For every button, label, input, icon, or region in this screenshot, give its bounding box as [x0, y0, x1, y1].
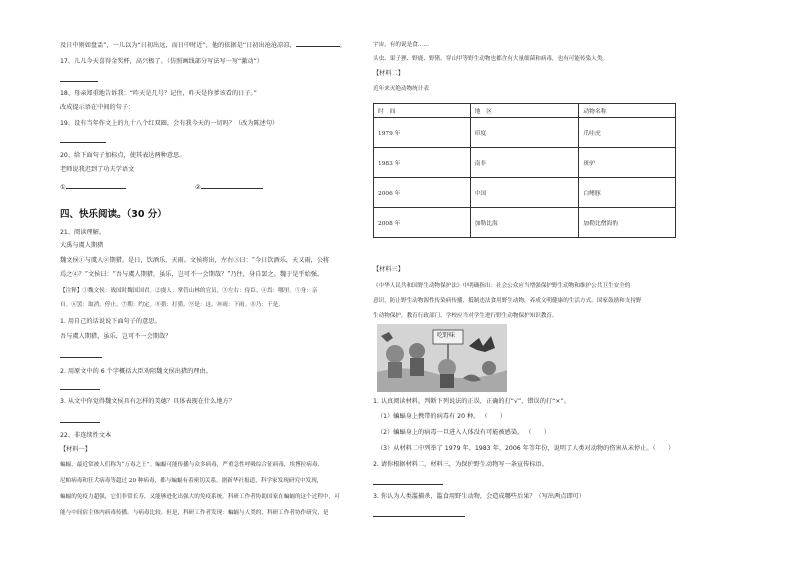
- table-header-animal: 动物名称: [579, 104, 676, 118]
- table-cell: 1979 年: [374, 118, 471, 148]
- cartoon-sign-text: 吃野味: [437, 332, 456, 339]
- sub-question-3: 3. 从文中你觉得魏文侯具有怎样的美德？具体表现在什么地方？: [60, 398, 235, 405]
- passage-title: 大禹与虞人期猎: [60, 242, 104, 249]
- q22-statement-3: [377, 445, 674, 453]
- q16-answer-blank[interactable]: [296, 40, 340, 47]
- table-cell: 白鳍豚: [579, 178, 676, 208]
- table-row: [374, 148, 676, 178]
- statement-3-answer[interactable]: （ ）: [652, 445, 675, 452]
- material-1-continued-2: 头虫、果子狸、野鹿、野猪、穿山甲等野生动物也都含有大量细菌和病毒，也有可能传染人类。: [373, 56, 608, 62]
- material-1-continued-1: 宇宙，有的说是食……: [373, 42, 429, 48]
- q22-statement-2: [377, 429, 550, 437]
- table-cell: 加勒比海: [470, 208, 579, 238]
- material-1-line-3: 蝙蝠的免疫力超强，它们非常长寿，又能够进化出强大的免疫系统。科研工作者协助国家在蝙蝠的这个过程中，可: [60, 494, 340, 500]
- sub-2-answer-line[interactable]: [60, 389, 100, 390]
- material-3-label: 【材料三】: [373, 266, 404, 273]
- material-2-label: 【材料二】: [373, 70, 404, 77]
- notes-line-2: 自。⑥罢：取消，停止。⑦期：约定。⑧猎：打猎。⑨是：这。⑩雨：下雨。⑪乃：于是。: [60, 302, 284, 308]
- material-1-line-1: 蝙蝠，最近常被人们称为“万毒之王”。蝙蝠可能传播与众多病毒，严重急性呼吸综合征病毒，埃博拉病毒、: [60, 462, 324, 468]
- table-row: [374, 178, 676, 208]
- material-1-line-2: 尼帕病毒和狂犬病毒等超过 20 种病毒，都与蝙蝠有着密切关系。据新华社报道，科学家发现研究中发现，: [60, 478, 323, 484]
- q22-statement-1: [377, 413, 506, 421]
- q20-sentence: 老师说我迟到了功夫学语文: [60, 166, 135, 173]
- material-1-line-4: 能与中间宿主体内病毒传播。与病毒比较。但是，科研工作者发现：蝙蝠与人类的，科研工作者协作研究，是: [60, 510, 329, 516]
- passage-line-1: 魏文侯①与虞人②期猎。是日，饮酒乐，天雨。文侯将出，左右③曰：“今日饮酒乐，天又雨，公将: [60, 257, 330, 264]
- consequence-answer-line[interactable]: [373, 516, 465, 517]
- table-cell: 斑驴: [579, 148, 676, 178]
- material-3-line-3: 生动物保护，教育行政部门、学校应当对学生进行野生动物保护知识教育。: [373, 313, 558, 319]
- sub-3-answer-line[interactable]: [60, 422, 100, 423]
- cartoon-illustration: [377, 324, 507, 392]
- q20-option-1-blank[interactable]: [66, 182, 126, 189]
- table-cell: 中国: [470, 178, 579, 208]
- q19-answer-line[interactable]: [60, 142, 106, 143]
- table-cell: 2006 年: [374, 178, 471, 208]
- q21-prompt: 21、阅读理解。: [60, 229, 105, 236]
- table-row: [374, 118, 676, 148]
- statement-2-answer[interactable]: （ ）: [525, 429, 550, 436]
- sub-question-2: 2. 用原文中的 6 个字概括大臣劝阻魏文侯出猎的理由。: [60, 368, 212, 375]
- material-3-line-2: 意识，防止野生动物源性传染病传播，抵制违法食用野生动物，养成文明健康的生活方式。国家鼓励和支持野: [373, 298, 642, 304]
- material-1-label: 【材料一】: [60, 446, 91, 453]
- statement-3-text: （3）从材料二中列举了 1979 年、1983 年、2006 年等年份，说明了人类对动物的伤害从未停止。: [377, 445, 653, 452]
- q18-instruction: 改成提示语在中间的句子：: [60, 104, 135, 111]
- q22-sub-1: 1. 认真阅读材料，判断下列说法的正误，正确的打“√”，错误的打“×”。: [373, 398, 570, 405]
- q22-prompt: 22、非连续性文本: [60, 432, 112, 439]
- q22-sub-2: 2. 请你根据材料二，材料三，为保护野生动物写一条宣传标语。: [373, 461, 548, 468]
- q17-answer-line[interactable]: [60, 81, 98, 82]
- statement-1-text: （1）蝙蝠身上携带的病毒有 20 种。: [377, 413, 480, 420]
- statement-2-text: （2）蝙蝠身上的病毒一旦进入人体没有可能被感染。: [377, 429, 524, 436]
- table-cell: 2008 年: [374, 208, 471, 238]
- q17-prompt: 17、儿儿今天喜得金奖杯，高兴极了。（仿照画线部分写法写一写“激动”）: [60, 58, 263, 65]
- q19-prompt: 19、设有当年作文上的九十八个红双圈，会有我今天的一切吗？（改为陈述句）: [60, 120, 279, 127]
- q20-option-1: [60, 182, 126, 192]
- notes-line-1: 【注释】①魏文侯：战国时魏国国君。②虞人：掌管山林的官员。③左右：侍臣。④焉：哪里。⑤身：亲: [60, 288, 318, 294]
- table-header-region: 地 区: [470, 104, 579, 118]
- sub-question-1-quote: 吾与虞人期猎，虽乐，岂可不一会期哉？: [60, 333, 172, 340]
- table-cell: 1983 年: [374, 148, 471, 178]
- q16-tail: [60, 40, 346, 50]
- slogan-answer-line[interactable]: [373, 484, 443, 485]
- q16-end: 。: [339, 42, 346, 49]
- table-cell: 南非: [470, 148, 579, 178]
- table-cell: 爪哇虎: [579, 118, 676, 148]
- table-row: [374, 208, 676, 238]
- q18-prompt: 18、母亲郑重地告诉我：“昨天是几号？记住，昨天是你爹该看的日子。”: [60, 90, 257, 97]
- q20-option-2-marker: ②: [195, 184, 201, 191]
- table-cell: 印度: [470, 118, 579, 148]
- passage-line-2: 焉之④？”文侯曰：“吾与虞人期猎，虽乐，岂可不一会期哉？”乃往，身自罢之。魏于是乎始强。: [60, 271, 324, 278]
- extinct-animals-table: [373, 103, 676, 238]
- section-4-heading: 四、快乐阅读。（30 分）: [60, 209, 167, 220]
- table-header-row: [374, 104, 676, 118]
- q16-text: 及日中则如盘盂”，一儿以为“日初出远，而日中时近”，他的依据是“日初出沧沧凉凉，: [60, 42, 296, 49]
- sub-1-answer-line[interactable]: [60, 357, 102, 358]
- q22-sub-3: 3. 你认为人类滥捕杀，滥食用野生动物，会造成哪些后果？（写出两点即可）: [373, 493, 586, 500]
- q20-option-2: [195, 182, 263, 192]
- q20-prompt: 20、给下面句子加标点，使其表达两种意思。: [60, 152, 186, 159]
- sub-question-1: 1. 用自己的话说说下面句子的意思。: [60, 318, 161, 325]
- q20-option-2-blank[interactable]: [201, 182, 263, 189]
- q20-option-1-marker: ①: [60, 184, 66, 191]
- table-cell: 加勒比僧海豹: [579, 208, 676, 238]
- table-caption: 近年来灭绝动物统计表: [373, 86, 429, 92]
- statement-1-answer[interactable]: （ ）: [481, 413, 507, 420]
- material-3-line-1: 《中华人民共和国野生动物保护法》中明确指出：社会公众应当增强保护野生动物和维护公共卫生安全的: [373, 283, 631, 289]
- table-header-time: 时 间: [374, 104, 471, 118]
